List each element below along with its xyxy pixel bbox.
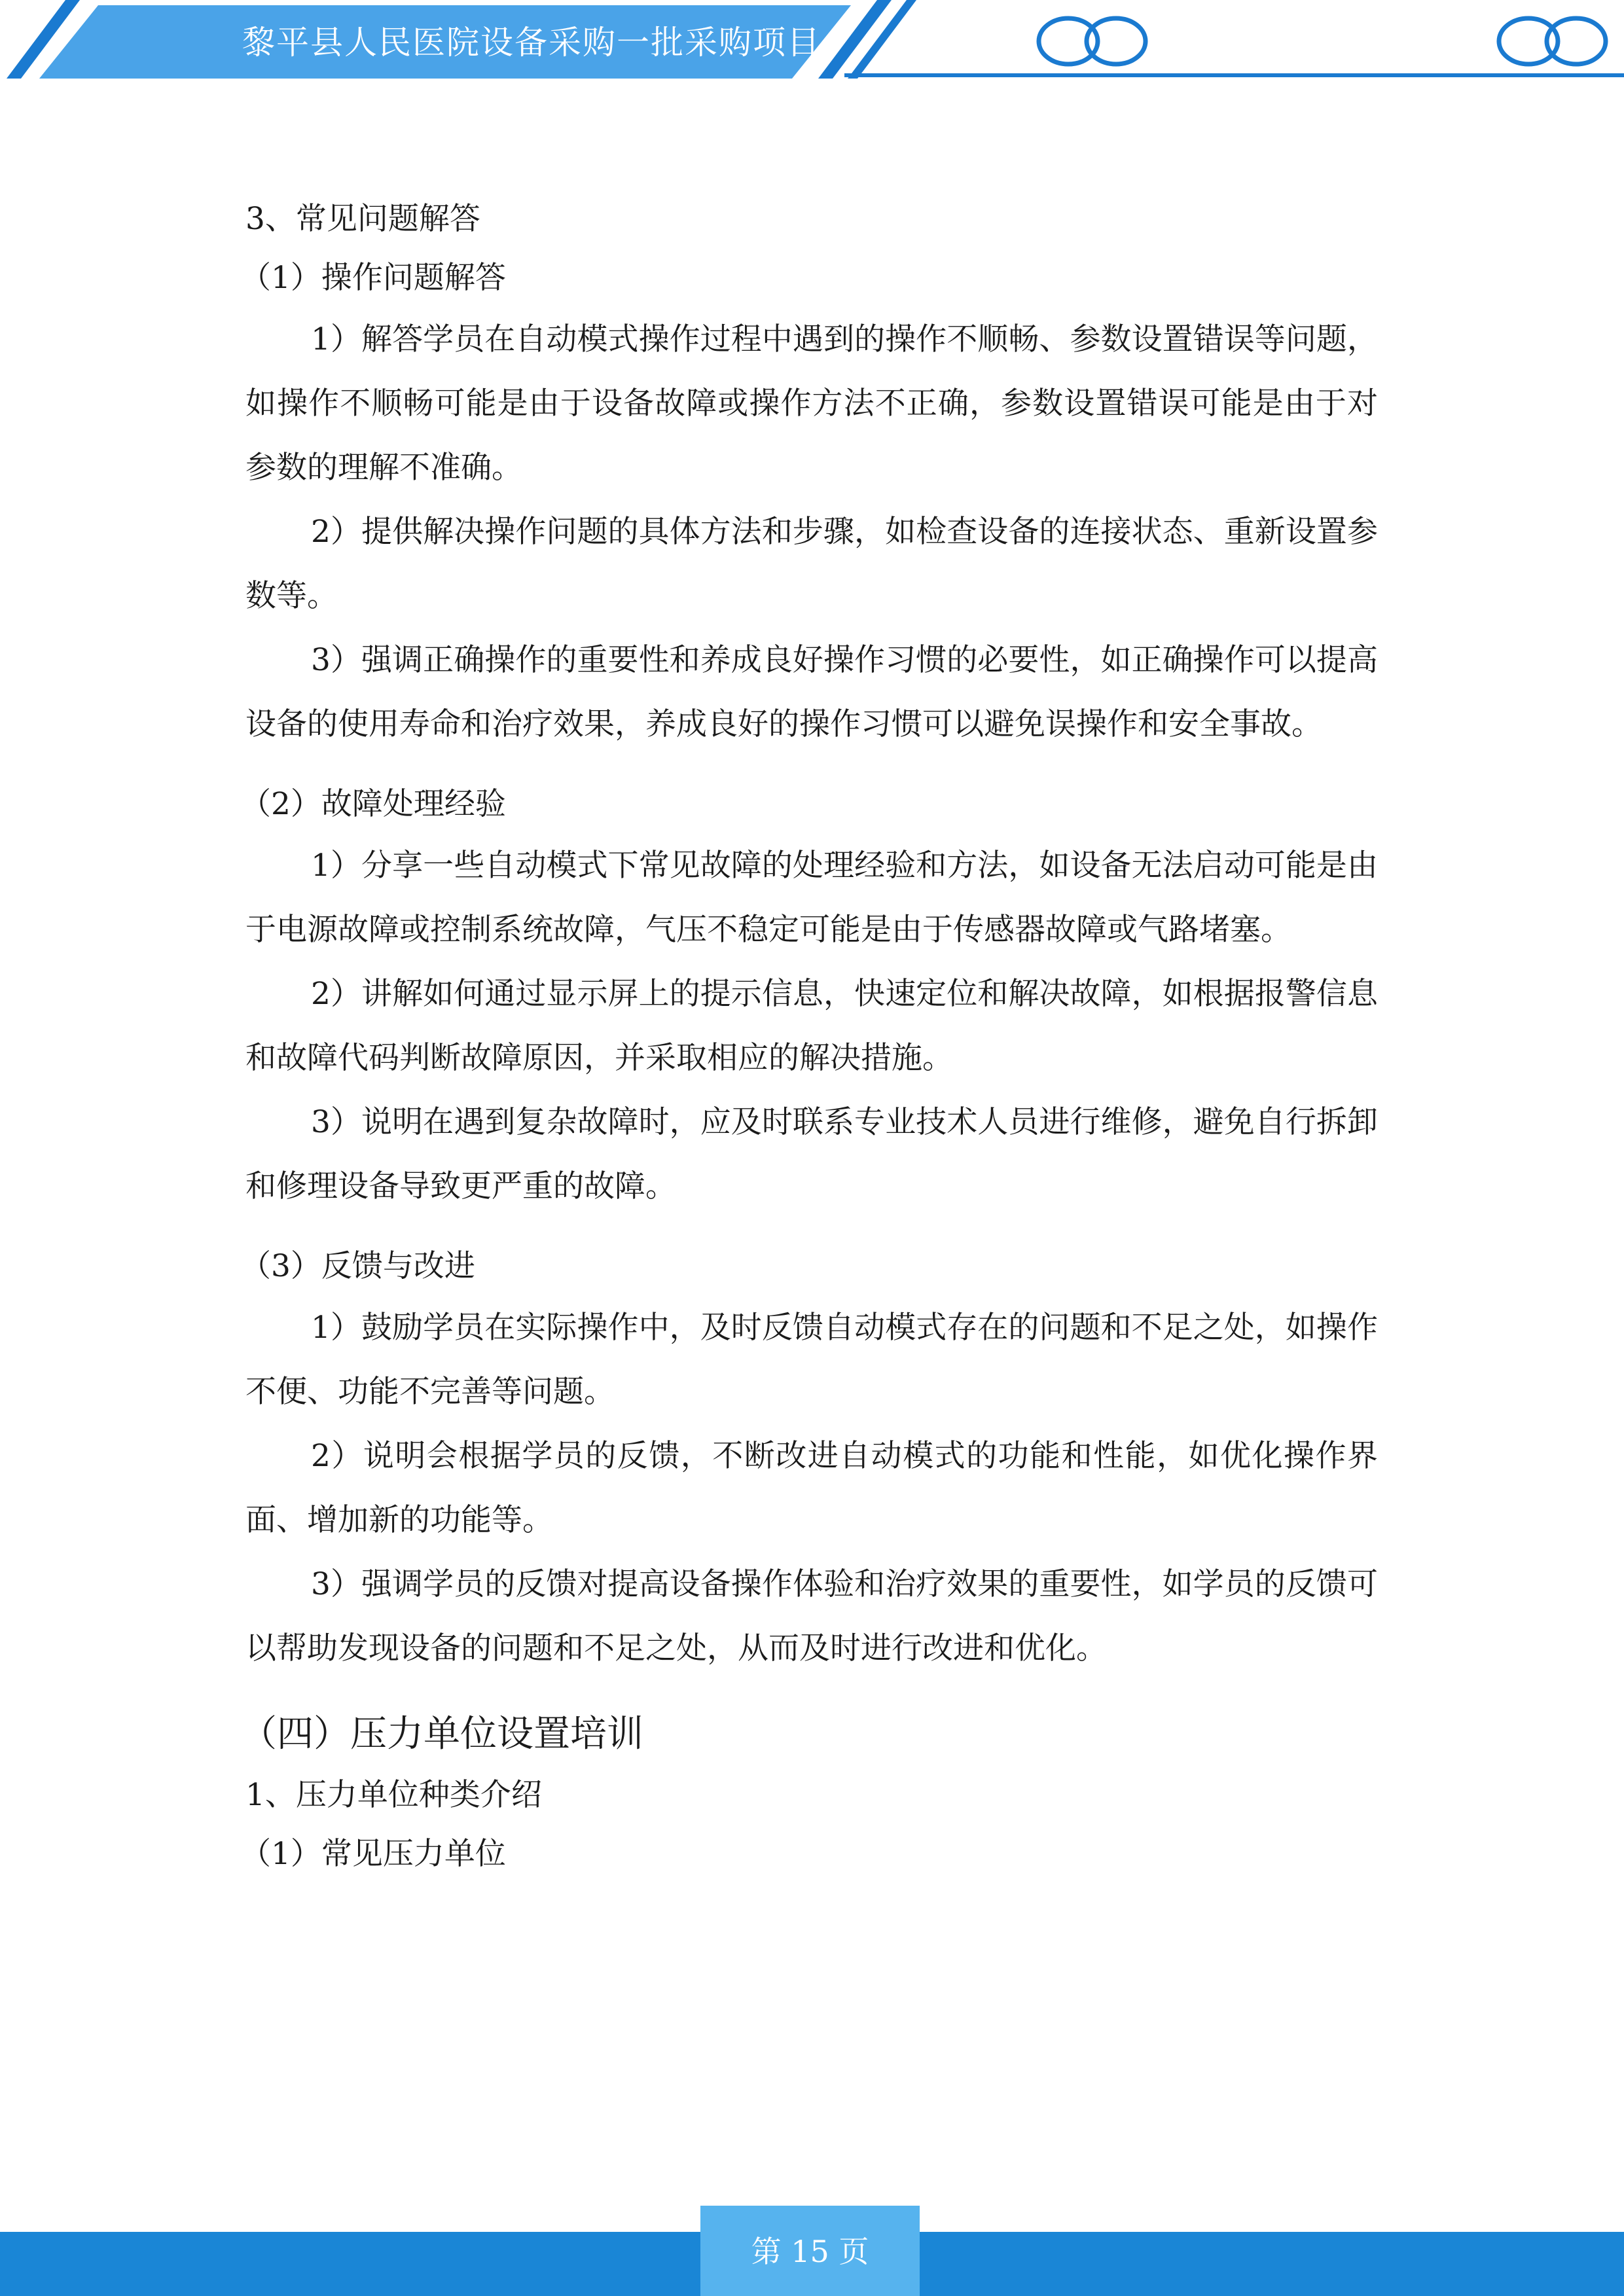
paragraph: 3）强调学员的反馈对提高设备操作体验和治疗效果的重要性，如学员的反馈可以帮助发现设备的问题和不足之处，从而及时进行改进和优化。 [245,1566,1378,1666]
page-number: 第 15 页 [751,2234,869,2269]
subsection-heading-3-1: （1）操作问题解答 [240,260,506,296]
section-heading-3: 3、常见问题解答 [245,201,480,237]
paragraph: 1）解答学员在自动模式操作过程中遇到的操作不顺畅、参数设置错误等问题，如操作不顺畅可能是由于设备故障或操作方法不正确，参数设置错误可能是由于对参数的理解不准确。 [245,321,1378,486]
header-title: 黎平县人民医院设备采购一批采购项目 [242,24,821,62]
document-body [240,190,1378,1884]
paragraph: 3）说明在遇到复杂故障时，应及时联系专业技术人员进行维修，避免自行拆卸和修理设备导致更严重的故障。 [245,1104,1378,1204]
header-rule [844,73,1624,77]
paragraph: 2）讲解如何通过显示屏上的提示信息，快速定位和解决故障，如根据报警信息和故障代码判断故障原因，并采取相应的解决措施。 [245,976,1378,1076]
section-heading-4-1: 1、压力单位种类介绍 [245,1777,542,1813]
paragraph: 1）分享一些自动模式下常见故障的处理经验和方法，如设备无法启动可能是由于电源故障或控制系统故障，气压不稳定可能是由于传感器故障或气路堵塞。 [245,848,1378,948]
subsection-heading-3-3: （3）反馈与改进 [240,1248,475,1284]
rings-logo-right [1499,18,1606,64]
page-header [0,0,1624,85]
subsection-heading-3-2: （2）故障处理经验 [240,786,506,822]
paragraph: 2）提供解决操作问题的具体方法和步骤，如检查设备的连接状态、重新设置参数等。 [245,514,1378,614]
section-heading-4: （四）压力单位设置培训 [240,1713,643,1755]
paragraph: 1）鼓励学员在实际操作中，及时反馈自动模式存在的问题和不足之处，如操作不便、功能不完善等问题。 [245,1310,1378,1410]
rings-logo-left [1039,18,1146,64]
paragraph: 3）强调正确操作的重要性和养成良好操作习惯的必要性，如正确操作可以提高设备的使用寿命和治疗效果，养成良好的操作习惯可以避免误操作和安全事故。 [245,642,1378,742]
paragraph: 2）说明会根据学员的反馈，不断改进自动模式的功能和性能，如优化操作界面、增加新的功能等。 [245,1438,1378,1538]
subsection-heading-4-1-1: （1）常见压力单位 [240,1836,506,1872]
